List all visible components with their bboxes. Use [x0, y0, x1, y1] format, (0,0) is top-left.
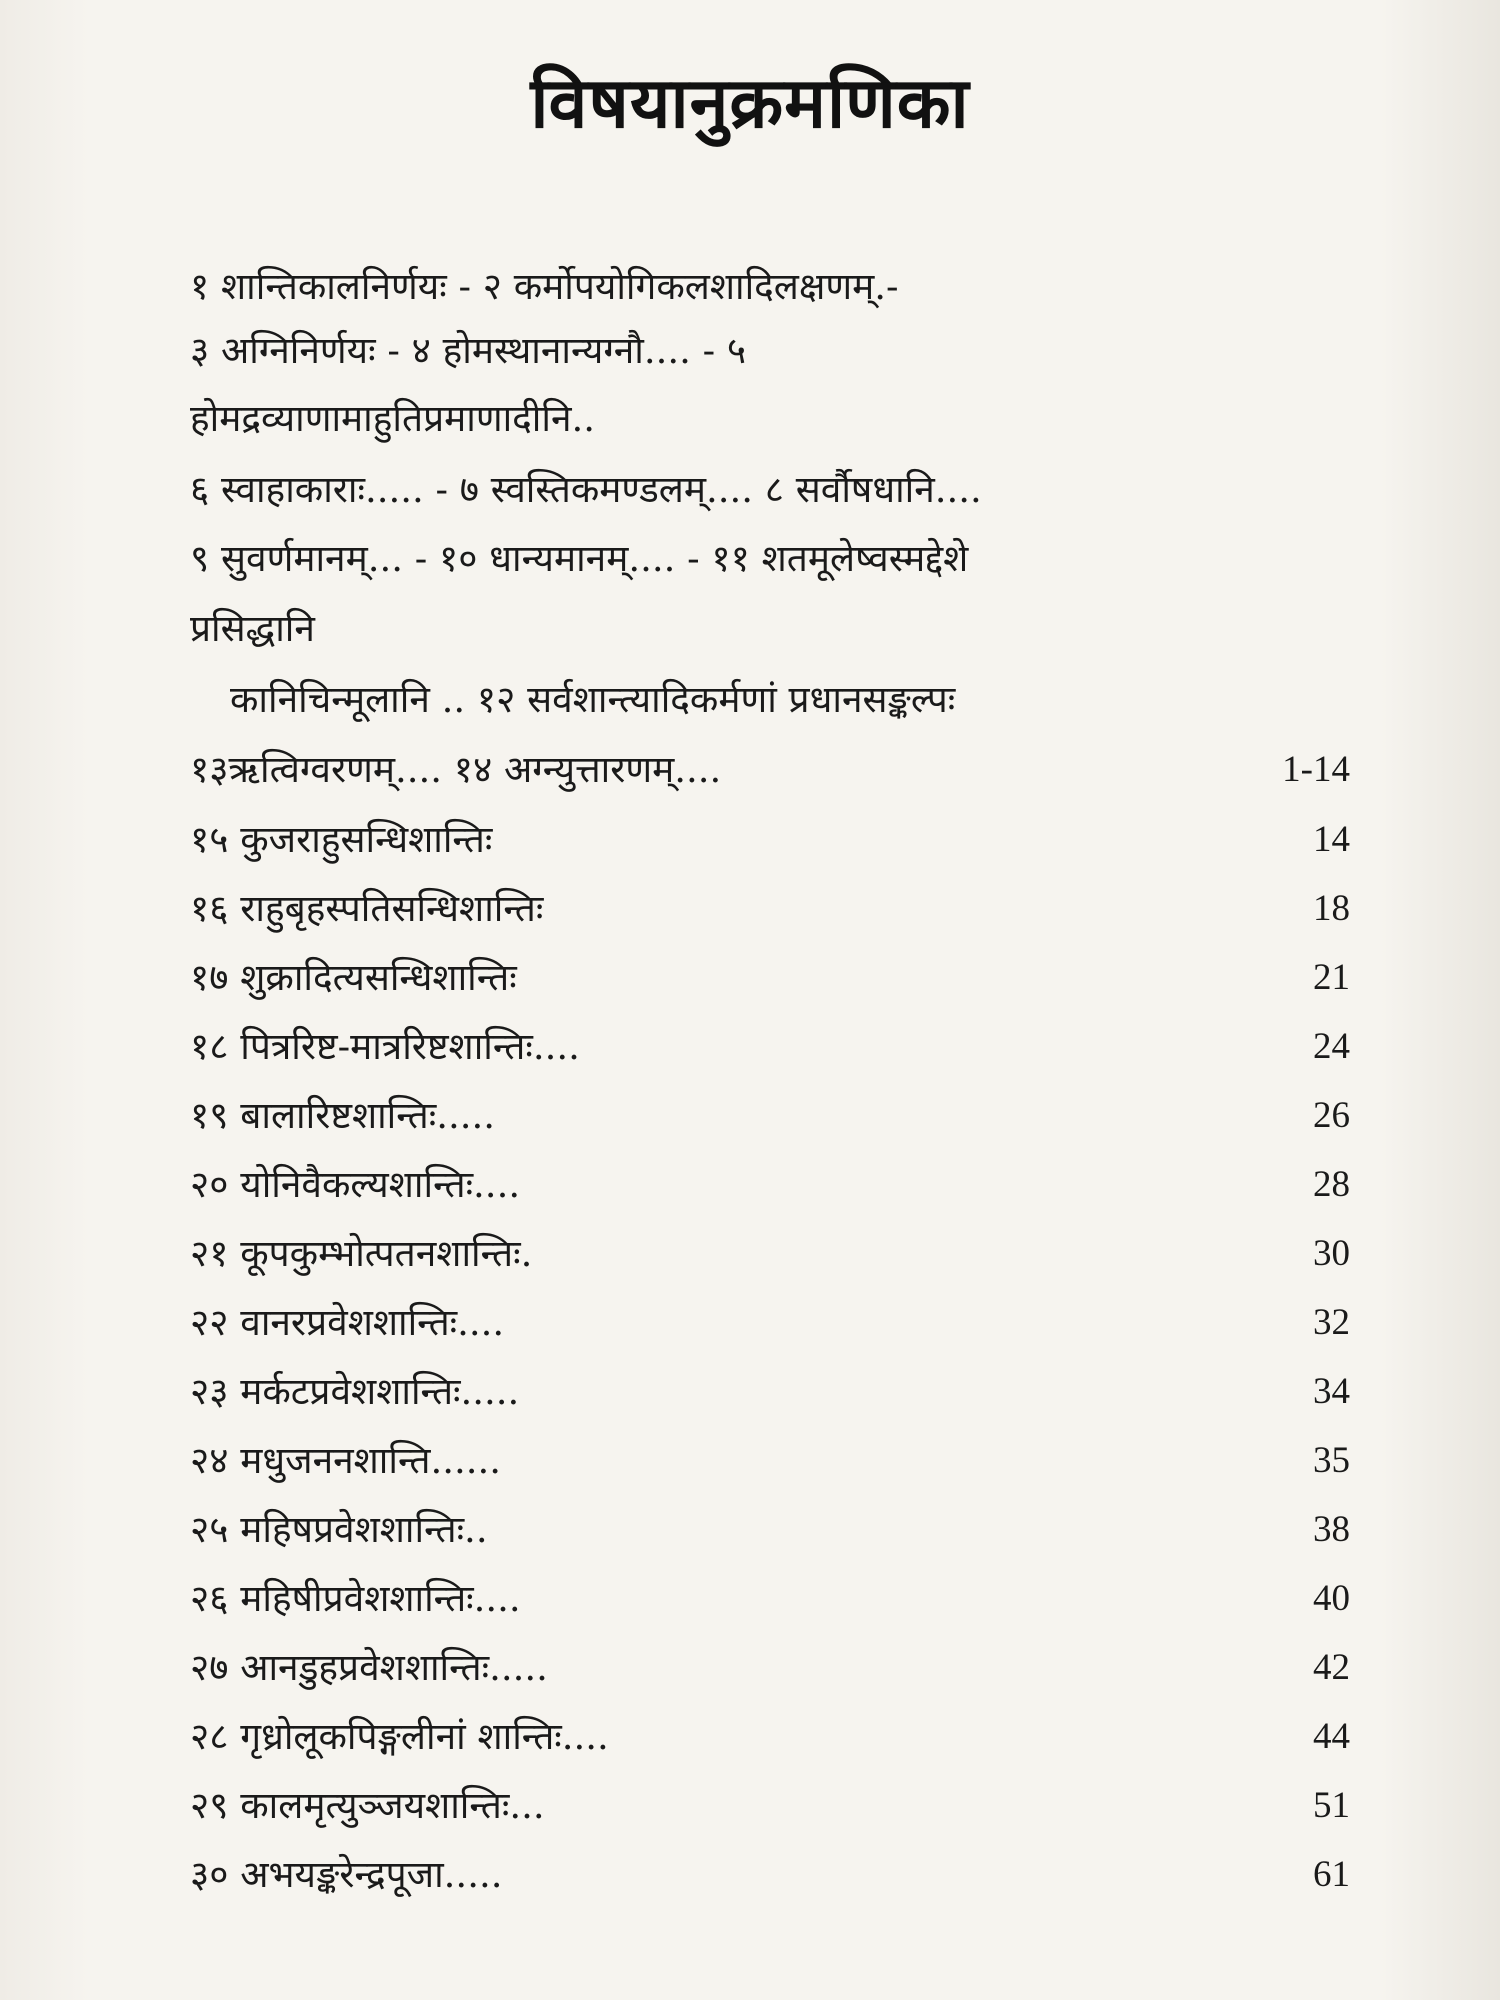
toc-entry-text: २९ कालमृत्युञ्जयशान्तिः... [190, 1784, 545, 1827]
toc-page-number: 14 [1313, 819, 1350, 860]
toc-entry [190, 1702, 1350, 1771]
toc-entry [190, 1357, 1350, 1426]
toc-entry-text: २३ मर्कटप्रवेशशान्तिः..... [190, 1370, 520, 1413]
toc-entry [190, 874, 1350, 943]
toc-entry-text: होमद्रव्याणामाहुतिप्रमाणादीनि.. [190, 397, 596, 440]
toc-page-number: 35 [1313, 1440, 1350, 1481]
toc-entry-text: १ शान्तिकालनिर्णयः - २ कर्मोपयोगिकलशादिलक्षणम्.- [190, 265, 899, 308]
toc-page-number: 61 [1313, 1854, 1350, 1895]
toc-page-number: 34 [1313, 1371, 1350, 1412]
toc-entry [190, 593, 1350, 665]
toc-entry-text: १७ शुक्रादित्यसन्धिशान्तिः [190, 956, 517, 999]
toc-page-number: 38 [1313, 1509, 1350, 1550]
toc-entry-text: २४ मधुजननशान्ति...... [190, 1439, 502, 1482]
toc-list [190, 805, 1350, 1909]
toc-page-number: 1-14 [1282, 749, 1350, 790]
toc-entry-text: १३ऋत्विग्वरणम्.... १४ अग्न्युत्तारणम्.... [190, 748, 722, 791]
toc-entry-text: २५ महिषप्रवेशशान्तिः.. [190, 1508, 488, 1551]
page-title: विषयानुक्रमणिका [530, 62, 970, 144]
toc-entry-text: प्रसिद्धानि [190, 607, 315, 650]
toc-entry [190, 735, 1350, 805]
toc-entry-text: २७ आनडुहप्रवेशशान्तिः..... [190, 1646, 548, 1689]
toc-entry-text: ९ सुवर्णमानम्... - १० धान्यमानम्.... - ११ शतमूलेष्वस्मद्देशे [190, 537, 969, 580]
table-of-contents [190, 255, 1350, 1909]
toc-page-number: 24 [1313, 1026, 1350, 1067]
toc-page-number: 44 [1313, 1716, 1350, 1757]
toc-entry [190, 319, 1350, 383]
toc-entry-text: ३ अग्निनिर्णयः - ४ होमस्थानान्यग्नौ.... - ५ [190, 329, 747, 372]
toc-entry [190, 805, 1350, 874]
toc-entry-text: ६ स्वाहाकाराः..... - ७ स्वस्तिकमण्डलम्.... ८ सर्वौषधानि.... [190, 468, 982, 511]
toc-entry-text: २६ महिषीप्रवेशशान्तिः.... [190, 1577, 521, 1620]
toc-entry [190, 255, 1350, 319]
toc-entry [190, 1771, 1350, 1840]
toc-page-number: 30 [1313, 1233, 1350, 1274]
toc-entry [190, 1495, 1350, 1564]
toc-page-number: 21 [1313, 957, 1350, 998]
toc-entry [190, 1219, 1350, 1288]
toc-entry [190, 455, 1350, 525]
toc-page-number: 51 [1313, 1785, 1350, 1826]
toc-entry [190, 943, 1350, 1012]
toc-page-number: 32 [1313, 1302, 1350, 1343]
toc-entry-text: १६ राहुबृहस्पतिसन्धिशान्तिः [190, 887, 544, 930]
toc-page-number: 40 [1313, 1578, 1350, 1619]
toc-page-number: 28 [1313, 1164, 1350, 1205]
toc-entry [190, 1288, 1350, 1357]
toc-page-number: 26 [1313, 1095, 1350, 1136]
toc-entry-text: २२ वानरप्रवेशशान्तिः.... [190, 1301, 505, 1344]
toc-head-block [190, 255, 1350, 805]
toc-entry [190, 1150, 1350, 1219]
toc-entry-text: ३० अभयङ्करेन्द्रपूजा..... [190, 1853, 503, 1896]
toc-page-number: 18 [1313, 888, 1350, 929]
toc-entry-text: १९ बालारिष्टशान्तिः..... [190, 1094, 496, 1137]
toc-page-number: 42 [1313, 1647, 1350, 1688]
toc-entry-text: १८ पित्ररिष्ट-मात्ररिष्टशान्तिः.... [190, 1025, 580, 1068]
toc-entry [190, 525, 1350, 593]
toc-entry [190, 665, 1350, 735]
toc-entry [190, 383, 1350, 455]
toc-entry [190, 1564, 1350, 1633]
toc-entry [190, 1012, 1350, 1081]
toc-entry [190, 1081, 1350, 1150]
toc-entry-text: २० योनिवैकल्यशान्तिः.... [190, 1163, 521, 1206]
toc-entry [190, 1840, 1350, 1909]
toc-entry-text: कानिचिन्मूलानि .. १२ सर्वशान्त्यादिकर्मणां प्रधानसङ्कल्पः [230, 678, 956, 721]
toc-entry-text: १५ कुजराहुसन्धिशान्तिः [190, 818, 493, 861]
toc-entry-text: २८ गृध्रोलूकपिङ्गलीनां शान्तिः.... [190, 1715, 609, 1758]
toc-entry [190, 1426, 1350, 1495]
toc-entry [190, 1633, 1350, 1702]
toc-entry-text: २१ कूपकुम्भोत्पतनशान्तिः. [190, 1232, 533, 1275]
